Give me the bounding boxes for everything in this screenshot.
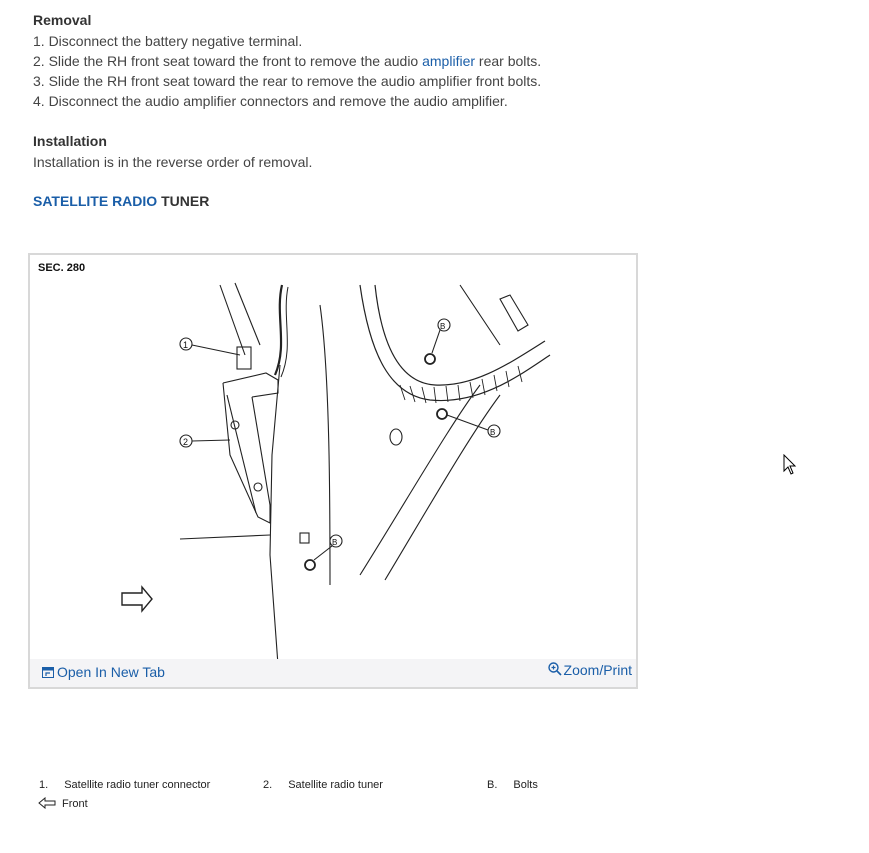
callout-b: B [332, 538, 338, 547]
callout-b: B [490, 428, 496, 437]
diagram-hole [390, 429, 402, 445]
open-tab-icon [42, 667, 54, 678]
diagram-line [460, 285, 500, 345]
callout-b-leader [432, 330, 440, 353]
removal-step-3: 3. Slide the RH front seat toward the rear to remove the audio amplifier front bolts. [33, 73, 542, 89]
front-arrow-icon [122, 587, 152, 611]
diagram-line [220, 285, 245, 355]
diagram-line [235, 283, 260, 345]
legend-item-1: 1. Satellite radio tuner connector [39, 779, 211, 791]
callout-b-leader [314, 546, 332, 560]
satellite-radio-link[interactable]: SATELLITE RADIO [33, 193, 158, 209]
mouse-cursor-icon [783, 454, 797, 476]
removal-step-1: 1. Disconnect the battery negative terminal. [33, 33, 303, 49]
diagram-harness [360, 285, 550, 401]
sec-label: SEC. 280 [38, 262, 86, 274]
diagram-line [180, 535, 270, 539]
figure-container [28, 253, 638, 689]
removal-step-2: 2. Slide the RH front seat toward the front to remove the audio amplifier rear bolts. [33, 53, 542, 69]
callout-1-leader [192, 345, 240, 355]
callout-1: 1 [183, 340, 189, 350]
legend-item-3: B. Bolts [487, 779, 538, 791]
diagram-harness [375, 285, 545, 385]
removal-step-4: 4. Disconnect the audio amplifier connectors and remove the audio amplifier. [33, 93, 508, 109]
diagram-line [385, 395, 500, 580]
installation-heading: Installation [33, 133, 107, 149]
zoom-print-button[interactable]: Zoom/Print [548, 662, 632, 678]
diagram-harness [275, 285, 282, 375]
diagram-line [320, 305, 330, 585]
front-arrow-icon [38, 797, 56, 809]
zoom-icon [548, 662, 562, 676]
tuner-edge [227, 395, 256, 513]
diagram-line [360, 385, 480, 575]
diagram-harness [281, 287, 288, 377]
tuner-connector [237, 347, 251, 369]
legend-item-2: 2. Satellite radio tuner [263, 779, 383, 791]
figure-toolbar [30, 659, 636, 687]
bolt-b [437, 409, 447, 419]
removal-heading: Removal [33, 12, 92, 28]
callout-2: 2 [183, 437, 189, 447]
section-title: SATELLITE RADIO TUNER [33, 193, 210, 209]
tuner-location-diagram [30, 255, 636, 659]
tuner-top [223, 373, 278, 397]
harness-clip [500, 295, 528, 331]
removal-steps [33, 31, 541, 111]
bolt-b [425, 354, 435, 364]
legend-front: Front [38, 797, 88, 810]
diagram-square [300, 533, 309, 543]
callout-b-leader [447, 415, 488, 430]
callout-b: B [440, 322, 446, 331]
tuner-bolt [254, 483, 262, 491]
diagram-line [270, 365, 280, 659]
amplifier-link[interactable]: amplifier [422, 53, 476, 69]
tuner-body [223, 383, 270, 523]
installation-text: Installation is in the reverse order of removal. [33, 154, 313, 170]
open-new-tab-button[interactable]: Open In New Tab [42, 664, 165, 680]
bolt-b [305, 560, 315, 570]
callout-2-leader [192, 440, 230, 441]
